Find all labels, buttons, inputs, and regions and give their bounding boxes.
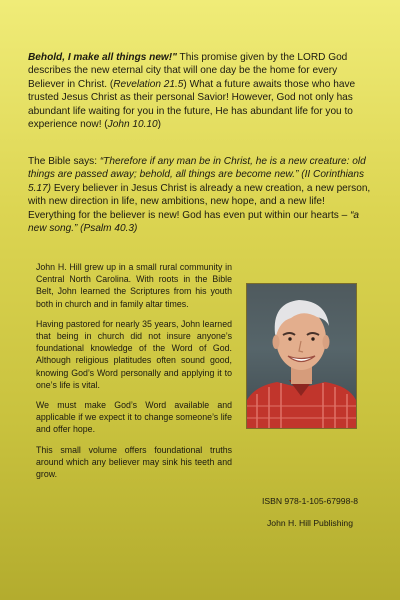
bible-intro: The Bible says: [28, 156, 100, 167]
bible-paragraph [28, 155, 374, 235]
bible-song: “a new song.” (Psalm 40.3) [28, 209, 360, 235]
bible-quote: “Therefore if any man be in Christ, he is a new creature: old things are passed away; behold, all things are become new.” (II Corinthians 5.17) [28, 156, 366, 194]
promise-ref-b: John 10.10 [107, 119, 158, 131]
author-photo [246, 283, 357, 429]
promise-lead: Behold, I make all things new!" [28, 52, 177, 63]
promise-text-a: This promise given by the LORD God describes the new eternal city that will one day be the home for every Believer in Christ. ( [28, 52, 348, 90]
author-portrait [247, 284, 356, 428]
isbn-text: ISBN 978-1-105-67998-8 [261, 496, 359, 506]
author-bio [36, 261, 232, 488]
bio-paragraph: Having pastored for nearly 35 years, John learned that being in church did not insure anyone’s foundational knowledge of the Word of God. Although religious platitudes often sound good, knowing God’s Word personally and applying it to one’s life is vital. [36, 318, 232, 390]
promise-ref-a: Revelation 21.5 [113, 78, 184, 90]
bio-paragraph: John H. Hill grew up in a small rural community in Central North Carolina. With roots in the Bible Belt, John learned the Scriptures from his youth both in church and in family altar times. [36, 262, 232, 309]
promise-paragraph [28, 51, 374, 131]
promise-text-b: ) What a future awaits those who have trusted Jesus Christ as their personal Savior! However, God not only has abundant life waiting for you in the future, He has abundant life for you to experience now! ( [28, 78, 356, 131]
bio-paragraph: This small volume offers foundational truths around which any believer may sink his teeth and grow. [36, 444, 232, 480]
publisher-text: John H. Hill Publishing [267, 518, 353, 528]
promise-text-c: ) [157, 119, 161, 131]
bible-text: Every believer in Jesus Christ is already a new creation, a new person, with new direction in life, new ambitions, new hope, and a new life! Everything for the believer is new! God has even put within our hearts – [28, 182, 371, 221]
bio-paragraph: We must make God’s Word available and applicable if we expect it to change someone’s life and offer hope. [36, 400, 232, 435]
